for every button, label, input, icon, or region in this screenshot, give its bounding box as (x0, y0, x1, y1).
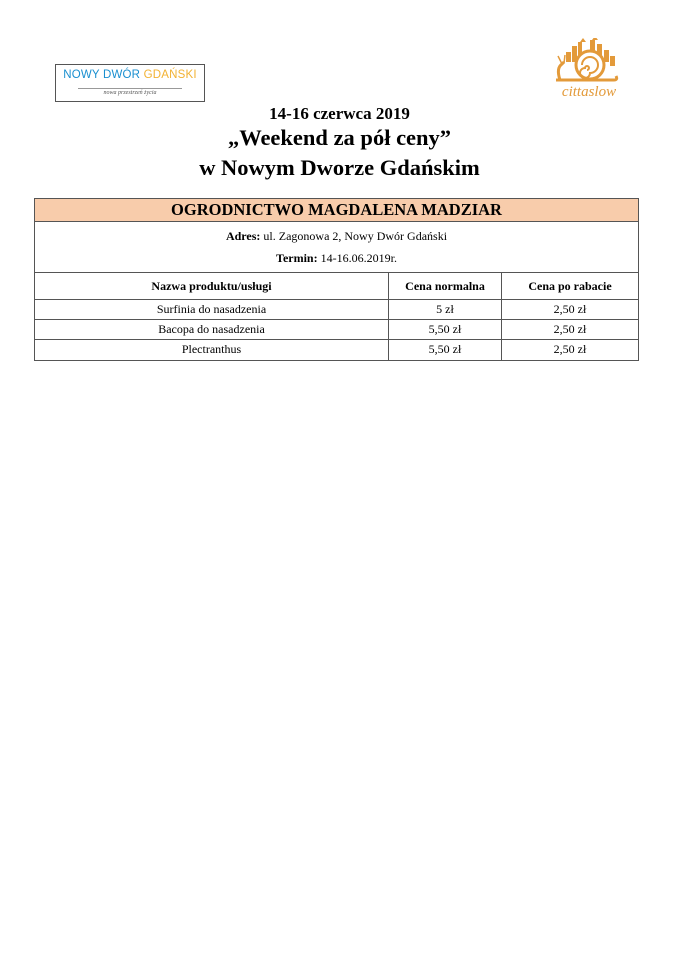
term-label: Termin: (276, 251, 318, 265)
nowy-dwor-gdanski-logo (55, 64, 205, 102)
event-title: „Weekend za pół ceny” (227, 125, 452, 150)
event-date: 14-16 czerwca 2019 (269, 104, 410, 123)
header-discount-price: Cena po rabacie (528, 279, 612, 293)
logo-text-part2: GDAŃSKI (143, 69, 197, 81)
row-3-normal-price: 5,50 zł (428, 342, 462, 356)
logo-tagline: nowa przestrzeń życia (103, 90, 157, 96)
term-line (35, 251, 638, 266)
row-2-normal-price: 5,50 zł (428, 322, 462, 336)
logo-divider (78, 88, 182, 89)
snail-icon (552, 38, 624, 88)
cittaslow-logo (552, 38, 624, 106)
row-3-discount-price: 2,50 zł (553, 342, 587, 356)
row-1-discount-price: 2,50 zł (553, 302, 587, 316)
logo-text-part1: NOWY DWÓR (63, 69, 141, 81)
row-2-product: Bacopa do nasadzenia (158, 322, 265, 336)
cittaslow-wordmark: cittaslow (561, 84, 617, 100)
offer-table (34, 198, 639, 361)
address-line (35, 229, 638, 244)
logo-wordmark (56, 69, 204, 81)
row-1-normal-price: 5 zł (436, 302, 454, 316)
header-normal-price: Cena normalna (405, 279, 485, 293)
row-3-product: Plectranthus (181, 342, 242, 356)
event-city: w Nowym Dworze Gdańskim (199, 155, 480, 180)
company-name: OGRODNICTWO MAGDALENA MADZIAR (35, 199, 638, 222)
row-2-discount-price: 2,50 zł (553, 322, 587, 336)
term-value: 14-16.06.2019r. (320, 251, 397, 265)
address-value: ul. Zagonowa 2, Nowy Dwór Gdański (263, 229, 448, 243)
address-label: Adres: (225, 229, 261, 243)
row-1-product: Surfinia do nasadzenia (156, 302, 267, 316)
header-product: Nazwa produktu/usługi (151, 279, 272, 293)
